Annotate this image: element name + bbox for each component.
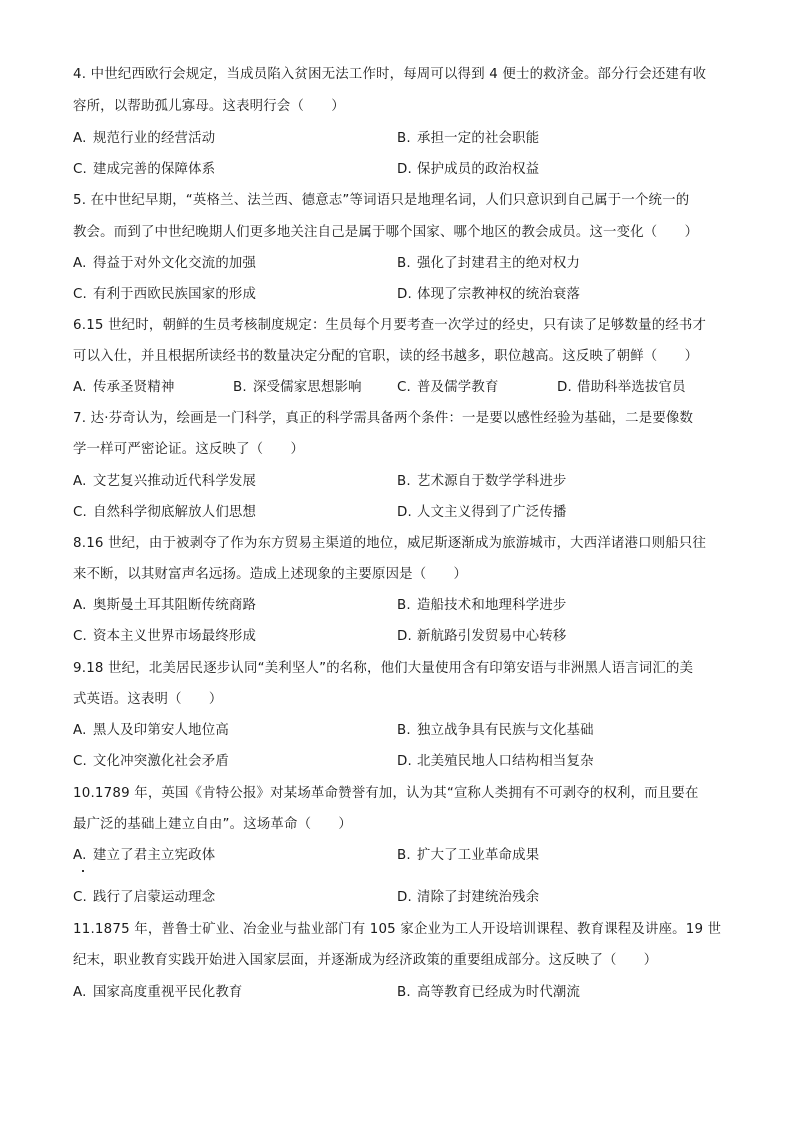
question-text: 达·芬奇认为，绘画是一门科学，真正的科学需具备两个条件：一是要以感性经验为基础，二是要像数 xyxy=(90,411,694,426)
question-text: 在中世纪早期，“英格兰、法兰西、德意志”等词语只是地理名词，人们只意识到自己属于一个统一的 xyxy=(90,193,690,208)
option-key: B. xyxy=(397,474,411,489)
option-key: C. xyxy=(73,754,88,769)
question-8-stem-line-1 xyxy=(73,535,723,553)
option-key: B. xyxy=(397,723,411,738)
question-7-stem-line-2: 学一样可严密论证。这反映了（ ） xyxy=(73,442,305,457)
question-10-option-a[interactable] xyxy=(73,847,215,865)
question-text: 1875 年，普鲁士矿业、冶金业与盐业部门有 105 家企业为工人开设培训课程、教育课程及讲座。19 世 xyxy=(94,922,722,937)
question-5-stem-line-2: 教会。而到了中世纪晚期人们更多地关注自己是属于哪个国家、哪个地区的教会成员。这一变化（ ） xyxy=(73,225,699,240)
question-9-stem-line-1 xyxy=(73,660,723,678)
option-key: A. xyxy=(73,380,87,395)
question-11-stem-line-1 xyxy=(73,921,723,939)
option-text: 国家高度重视平民化教育 xyxy=(93,985,243,1000)
question-9-stem-line-2: 式英语。这表明（ ） xyxy=(73,692,223,707)
question-4-stem-line-2: 容所，以帮助孤儿寡母。这表明行会（ ） xyxy=(73,99,345,114)
question-4-option-b[interactable] xyxy=(397,130,539,148)
question-10-option-b[interactable] xyxy=(397,847,539,865)
option-key: A. xyxy=(73,256,87,271)
option-key: C. xyxy=(397,380,412,395)
question-7-option-b[interactable] xyxy=(397,473,567,491)
option-text: 建成完善的保障体系 xyxy=(93,162,216,177)
question-8-option-d[interactable] xyxy=(397,628,567,646)
option-key: D. xyxy=(397,287,412,302)
option-text: 文化冲突激化社会矛盾 xyxy=(93,754,229,769)
option-key: A. xyxy=(73,474,87,489)
question-4-stem-line-1 xyxy=(73,66,723,84)
question-8-option-c[interactable] xyxy=(73,628,256,646)
option-key: C. xyxy=(73,162,88,177)
question-6-option-a[interactable] xyxy=(73,379,175,397)
option-text: 深受儒家思想影响 xyxy=(253,380,362,395)
option-key: B. xyxy=(233,380,247,395)
stray-mark xyxy=(82,870,84,872)
option-text: 高等教育已经成为时代潮流 xyxy=(417,985,581,1000)
question-6-stem-line-2: 可以入仕，并且根据所读经书的数量决定分配的官职，读的经书越多，职位越高。这反映了朝鲜（ ） xyxy=(73,349,699,364)
option-key: D. xyxy=(397,890,412,905)
question-11-option-a[interactable] xyxy=(73,984,243,1002)
question-number: 5. xyxy=(73,193,87,208)
question-6-stem-line-1 xyxy=(73,317,723,335)
question-9-option-b[interactable] xyxy=(397,722,594,740)
question-text: 1789 年，英国《肯特公报》对某场革命赞誉有加，认为其“宣称人类拥有不可剥夺的权利，而且要在 xyxy=(94,786,699,801)
option-text: 黑人及印第安人地位高 xyxy=(93,723,229,738)
option-text: 人文主义得到了广泛传播 xyxy=(417,505,567,520)
option-text: 强化了封建君主的绝对权力 xyxy=(417,256,581,271)
question-10-option-d[interactable] xyxy=(397,889,539,907)
option-text: 独立战争具有民族与文化基础 xyxy=(417,723,594,738)
question-number: 6. xyxy=(73,318,87,333)
option-key: A. xyxy=(73,598,87,613)
option-text: 普及儒学教育 xyxy=(417,380,499,395)
option-key: A. xyxy=(73,985,87,1000)
option-key: C. xyxy=(73,287,88,302)
option-text: 传承圣贤精神 xyxy=(93,380,175,395)
question-7-option-c[interactable] xyxy=(73,504,256,522)
question-11-option-b[interactable] xyxy=(397,984,580,1002)
question-5-stem-line-1 xyxy=(73,192,723,210)
option-key: A. xyxy=(73,131,87,146)
question-11-stem-line-2: 纪末，职业教育实践开始进入国家层面，并逐渐成为经济政策的重要组成部分。这反映了（ ） xyxy=(73,953,658,968)
question-4-option-a[interactable] xyxy=(73,130,215,148)
question-text: 18 世纪，北美居民逐步认同“美利坚人”的名称，他们大量使用含有印第安语与非洲黑人语言词汇的美 xyxy=(86,661,694,676)
question-8-option-a[interactable] xyxy=(73,597,256,615)
question-number: 10. xyxy=(73,786,95,801)
option-text: 借助科举选拔官员 xyxy=(577,380,686,395)
question-number: 8. xyxy=(73,536,87,551)
question-9-option-d[interactable] xyxy=(397,753,594,771)
question-5-option-a[interactable] xyxy=(73,255,256,273)
option-text: 新航路引发贸易中心转移 xyxy=(417,629,567,644)
option-text: 体现了宗教神权的统治衰落 xyxy=(417,287,581,302)
option-key: B. xyxy=(397,598,411,613)
question-text: 中世纪西欧行会规定，当成员陷入贫困无法工作时，每周可以得到 4 便士的救济金。部分行会还建有收 xyxy=(90,67,707,82)
question-number: 4. xyxy=(73,67,87,82)
option-text: 造船技术和地理科学进步 xyxy=(417,598,567,613)
option-key: D. xyxy=(397,505,412,520)
option-key: C. xyxy=(73,629,88,644)
question-8-option-b[interactable] xyxy=(397,597,567,615)
question-7-option-a[interactable] xyxy=(73,473,256,491)
question-number: 11. xyxy=(73,922,95,937)
option-key: D. xyxy=(557,380,572,395)
option-key: A. xyxy=(73,848,87,863)
option-text: 建立了君主立宪政体 xyxy=(93,848,216,863)
question-5-option-c[interactable] xyxy=(73,286,256,304)
option-text: 扩大了工业革命成果 xyxy=(417,848,540,863)
option-text: 承担一定的社会职能 xyxy=(417,131,540,146)
option-text: 有利于西欧民族国家的形成 xyxy=(93,287,257,302)
option-text: 保护成员的政治权益 xyxy=(417,162,540,177)
question-10-option-c[interactable] xyxy=(73,889,215,907)
option-text: 自然科学彻底解放人们思想 xyxy=(93,505,257,520)
question-4-option-d[interactable] xyxy=(397,161,539,179)
option-text: 北美殖民地人口结构相当复杂 xyxy=(417,754,594,769)
option-key: B. xyxy=(397,985,411,1000)
option-text: 资本主义世界市场最终形成 xyxy=(93,629,257,644)
option-key: B. xyxy=(397,848,411,863)
question-4-option-c[interactable] xyxy=(73,161,215,179)
option-text: 得益于对外文化交流的加强 xyxy=(93,256,257,271)
question-6-option-b[interactable] xyxy=(233,379,362,397)
question-5-option-d[interactable] xyxy=(397,286,580,304)
question-10-stem-line-1 xyxy=(73,785,723,803)
option-key: A. xyxy=(73,723,87,738)
option-text: 践行了启蒙运动理念 xyxy=(93,890,216,905)
option-key: C. xyxy=(73,890,88,905)
question-number: 9. xyxy=(73,661,87,676)
option-text: 规范行业的经营活动 xyxy=(93,131,216,146)
option-key: B. xyxy=(397,131,411,146)
option-key: B. xyxy=(397,256,411,271)
option-key: D. xyxy=(397,754,412,769)
question-5-option-b[interactable] xyxy=(397,255,580,273)
question-text: 16 世纪，由于被剥夺了作为东方贸易主渠道的地位，威尼斯逐渐成为旅游城市，大西洋诸港口则船只往 xyxy=(86,536,707,551)
question-text: 15 世纪时，朝鲜的生员考核制度规定：生员每个月要考查一次学过的经史，只有读了足够数量的经书才 xyxy=(86,318,707,333)
question-9-option-c[interactable] xyxy=(73,753,229,771)
option-text: 奥斯曼土耳其阻断传统商路 xyxy=(93,598,257,613)
question-7-option-d[interactable] xyxy=(397,504,567,522)
option-key: D. xyxy=(397,629,412,644)
question-7-stem-line-1 xyxy=(73,410,723,428)
option-key: D. xyxy=(397,162,412,177)
question-8-stem-line-2: 来不断，以其财富声名远扬。造成上述现象的主要原因是（ ） xyxy=(73,567,468,582)
question-6-option-c[interactable] xyxy=(397,379,499,397)
option-text: 文艺复兴推动近代科学发展 xyxy=(93,474,257,489)
question-10-stem-line-2: 最广泛的基础上建立自由”。这场革命（ ） xyxy=(73,817,352,832)
option-text: 艺术源自于数学学科进步 xyxy=(417,474,567,489)
question-number: 7. xyxy=(73,411,87,426)
question-6-option-d[interactable] xyxy=(557,379,686,397)
option-key: C. xyxy=(73,505,88,520)
option-text: 清除了封建统治残余 xyxy=(417,890,540,905)
question-9-option-a[interactable] xyxy=(73,722,229,740)
